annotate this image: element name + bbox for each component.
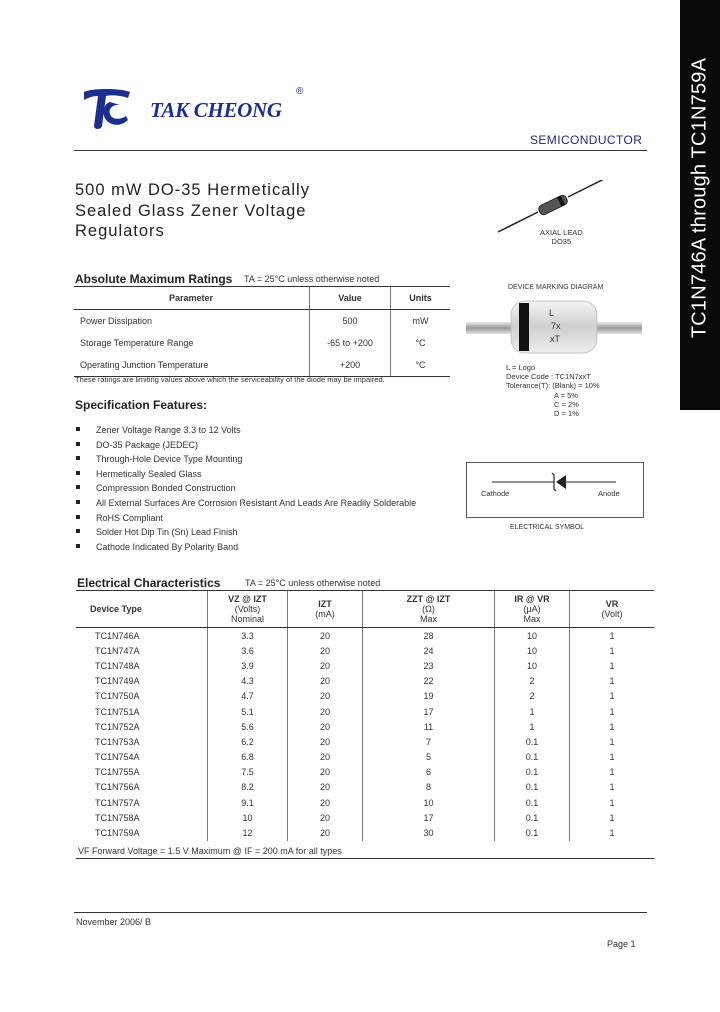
izt-cell: 20: [288, 810, 363, 825]
device-cell: TC1N751A: [95, 706, 140, 717]
brand-name: TAK CHEONG: [150, 98, 282, 122]
col-ir-symbol: IR @ VR: [514, 594, 550, 604]
table-row: [76, 689, 654, 704]
vz-cell: 9.1: [208, 795, 288, 810]
col-header-vr: [570, 591, 655, 628]
side-tab-label: TC1N746A through TC1N759A: [688, 57, 711, 339]
zzt-cell: 24: [363, 643, 495, 658]
zzt-cell: 11: [363, 719, 495, 734]
izt-cell: 20: [288, 674, 363, 689]
col-ir-sub: Max: [523, 614, 541, 624]
device-cell: TC1N755A: [95, 767, 140, 778]
vr-cell: 1: [570, 658, 655, 673]
col-header-vz: [208, 591, 288, 628]
param-cell: Power Dissipation: [80, 316, 153, 326]
ir-cell: 10: [495, 628, 570, 644]
list-item: [76, 424, 416, 439]
table-row: [76, 719, 654, 734]
vz-cell: 3.9: [208, 658, 288, 673]
bullet-icon: [76, 485, 80, 489]
table-row: [76, 765, 654, 780]
vr-cell: 1: [570, 643, 655, 658]
page-number: Page 1: [607, 939, 636, 949]
izt-cell: 20: [288, 628, 363, 644]
vz-cell: 8.2: [208, 780, 288, 795]
feature-text: Cathode Indicated By Polarity Band: [96, 541, 239, 552]
bullet-icon: [76, 471, 80, 475]
value-cell: -65 to +200: [310, 332, 391, 354]
device-cell: TC1N757A: [95, 797, 140, 808]
device-cell: TC1N753A: [95, 736, 140, 747]
vr-cell: 1: [570, 704, 655, 719]
units-cell: °C: [391, 354, 451, 377]
ir-cell: 0.1: [495, 795, 570, 810]
marking-label-code: 7x: [551, 321, 561, 331]
elec-heading: Electrical Characteristics: [77, 576, 221, 590]
value-cell: +200: [310, 354, 391, 377]
vr-cell: 1: [570, 780, 655, 795]
table-row: [76, 674, 654, 689]
tak-cheong-logo-icon: [80, 86, 132, 130]
list-item: [76, 512, 416, 527]
vr-cell: 1: [570, 795, 655, 810]
col-vr-unit: (Volt): [601, 609, 623, 619]
table-header-row: [74, 287, 450, 310]
col-header-device: Device Type: [76, 591, 208, 628]
vz-cell: 3.3: [208, 628, 288, 644]
table-row: [76, 643, 654, 658]
ir-cell: 10: [495, 643, 570, 658]
ir-cell: 2: [495, 689, 570, 704]
legend-line: L = Logo: [506, 363, 536, 372]
ir-cell: 0.1: [495, 810, 570, 825]
spec-heading: Specification Features:: [75, 398, 208, 412]
marking-diagram-caption: DEVICE MARKING DIAGRAM: [508, 284, 604, 291]
list-item: [76, 453, 416, 468]
col-header-izt: [288, 591, 363, 628]
col-vz-sub: Nominal: [230, 614, 264, 624]
title-line-3: Regulators: [75, 222, 165, 240]
vz-cell: 7.5: [208, 765, 288, 780]
vz-cell: 4.7: [208, 689, 288, 704]
col-header-zzt: [363, 591, 495, 628]
list-item: [76, 497, 416, 512]
ir-cell: 0.1: [495, 750, 570, 765]
device-cell: TC1N749A: [95, 676, 140, 687]
ir-cell: 0.1: [495, 825, 570, 840]
col-zzt-sub: Max: [419, 614, 437, 624]
zzt-cell: 8: [363, 780, 495, 795]
feature-text: All External Surfaces Are Corrosion Resistant And Leads Are Readily Solderable: [96, 497, 417, 508]
device-cell: TC1N752A: [95, 721, 140, 732]
bullet-icon: [76, 427, 80, 431]
ir-cell: 0.1: [495, 765, 570, 780]
table-row: [74, 332, 450, 354]
table-row: [76, 704, 654, 719]
zzt-cell: 17: [363, 810, 495, 825]
izt-cell: 20: [288, 689, 363, 704]
package-caption-line-2: DO35: [551, 237, 572, 246]
table-row: [76, 734, 654, 749]
feature-text: Zener Voltage Range 3.3 to 12 Volts: [96, 425, 241, 435]
vz-cell: 3.6: [208, 643, 288, 658]
bullet-icon: [76, 515, 80, 519]
legend-line: C = 2%: [554, 399, 579, 409]
device-cell: TC1N750A: [95, 691, 140, 702]
col-header-parameter: Parameter: [74, 287, 310, 310]
elec-condition: TA = 25°C unless otherwise noted: [245, 578, 381, 588]
vr-cell: 1: [570, 734, 655, 749]
title-line-2: Sealed Glass Zener Voltage: [75, 201, 307, 220]
zzt-cell: 6: [363, 765, 495, 780]
spec-feature-list: [76, 424, 416, 555]
units-cell: °C: [391, 332, 451, 354]
title-line-1: 500 mW DO-35 Hermetically: [75, 181, 310, 199]
col-zzt-unit: (Ω): [422, 604, 435, 614]
vr-cell: 1: [570, 674, 655, 689]
izt-cell: 20: [288, 704, 363, 719]
table-row: [74, 310, 450, 333]
feature-text: Through-Hole Device Type Mounting: [96, 454, 243, 465]
izt-cell: 20: [288, 825, 363, 840]
izt-cell: 20: [288, 765, 363, 780]
abs-max-table: [74, 286, 450, 377]
table-header-row: [76, 591, 654, 628]
zzt-cell: 28: [363, 628, 495, 644]
device-cell: TC1N754A: [95, 752, 140, 763]
vr-cell: 1: [570, 750, 655, 765]
device-cell: TC1N758A: [95, 812, 140, 823]
col-zzt-symbol: ZZT @ IZT: [406, 594, 451, 604]
revision-date: November 2006/ B: [76, 917, 152, 927]
legend-line: Tolerance(T): (Blank) = 10%: [506, 381, 600, 391]
bullet-icon: [76, 544, 80, 548]
col-izt-symbol: IZT: [318, 599, 332, 609]
header-divider: [74, 150, 647, 151]
footer-divider: [74, 912, 647, 913]
vr-cell: 1: [570, 628, 655, 644]
marking-legend: [506, 363, 600, 418]
table-row: [74, 354, 450, 377]
col-vz-unit: (Volts): [234, 604, 261, 614]
abs-max-condition: TA = 25°C unless otherwise noted: [244, 274, 380, 284]
col-ir-unit: (μA): [523, 604, 541, 614]
izt-cell: 20: [288, 643, 363, 658]
abs-max-note: These ratings are limiting values above which the serviceability of the diode may be impaired.: [75, 375, 385, 384]
ir-cell: 1: [495, 704, 570, 719]
cathode-label: Cathode: [481, 489, 510, 498]
bullet-icon: [76, 500, 80, 504]
col-header-value: Value: [310, 287, 391, 310]
vz-cell: 10: [208, 810, 288, 825]
vz-cell: 6.2: [208, 734, 288, 749]
bullet-icon: [76, 442, 80, 446]
bullet-icon: [76, 456, 80, 460]
list-item: [76, 439, 416, 454]
document-title: [75, 180, 310, 242]
table-row: [76, 825, 654, 840]
table-row: [76, 810, 654, 825]
izt-cell: 20: [288, 750, 363, 765]
ir-cell: 2: [495, 674, 570, 689]
feature-text: DO-35 Package (JEDEC): [96, 439, 199, 450]
feature-text: Compression Bonded Construction: [96, 483, 236, 494]
zzt-cell: 5: [363, 750, 495, 765]
table-row: [76, 780, 654, 795]
list-item: [76, 468, 416, 483]
ir-cell: 0.1: [495, 780, 570, 795]
izt-cell: 20: [288, 658, 363, 673]
electrical-symbol-caption: ELECTRICAL SYMBOL: [510, 524, 585, 531]
legend-line: A = 5%: [554, 390, 578, 400]
zzt-cell: 7: [363, 734, 495, 749]
abs-max-heading: Absolute Maximum Ratings: [75, 272, 233, 286]
table-row: [76, 628, 654, 644]
izt-cell: 20: [288, 734, 363, 749]
division-label: SEMICONDUCTOR: [530, 133, 643, 147]
feature-text: Hermetically Sealed Glass: [96, 468, 202, 479]
vr-cell: 1: [570, 825, 655, 840]
elec-table-body: [76, 628, 654, 841]
param-cell: Storage Temperature Range: [80, 338, 194, 348]
device-cell: TC1N759A: [95, 828, 140, 839]
device-cell: TC1N747A: [95, 645, 140, 656]
list-item: [76, 526, 416, 541]
vz-cell: 5.6: [208, 719, 288, 734]
vz-cell: 4.3: [208, 674, 288, 689]
bullet-icon: [76, 529, 80, 533]
col-vz-symbol: VZ @ IZT: [228, 594, 267, 604]
marking-label-logo: L: [549, 308, 555, 318]
table-row: [76, 658, 654, 673]
col-izt-unit: (mA): [315, 609, 335, 619]
zzt-cell: 30: [363, 825, 495, 840]
zzt-cell: 17: [363, 704, 495, 719]
package-caption: [540, 228, 583, 246]
zzt-cell: 22: [363, 674, 495, 689]
elec-table: [76, 590, 654, 841]
ir-cell: 1: [495, 719, 570, 734]
ir-cell: 10: [495, 658, 570, 673]
izt-cell: 20: [288, 795, 363, 810]
feature-text: Solder Hot Dip Tin (Sn) Lead Finish: [96, 527, 238, 538]
package-caption-line-1: AXIAL LEAD: [540, 228, 583, 237]
zzt-cell: 19: [363, 689, 495, 704]
vz-cell: 12: [208, 825, 288, 840]
izt-cell: 20: [288, 719, 363, 734]
vz-cell: 5.1: [208, 704, 288, 719]
anode-label: Anode: [598, 489, 620, 498]
legend-line: Device Code : TC1N7xxT: [506, 372, 591, 382]
zzt-cell: 10: [363, 795, 495, 810]
table-row: [76, 750, 654, 765]
vr-cell: 1: [570, 765, 655, 780]
izt-cell: 20: [288, 780, 363, 795]
vr-cell: 1: [570, 719, 655, 734]
col-header-units: Units: [391, 287, 451, 310]
list-item: [76, 541, 416, 556]
registered-mark: ®: [296, 86, 304, 97]
vr-cell: 1: [570, 810, 655, 825]
zzt-cell: 23: [363, 658, 495, 673]
param-cell: Operating Junction Temperature: [74, 354, 310, 377]
device-cell: TC1N756A: [95, 782, 140, 793]
device-cell: TC1N748A: [95, 660, 140, 671]
ir-cell: 0.1: [495, 734, 570, 749]
forward-voltage-note: VF Forward Voltage = 1.5 V Maximum @ IF = 200 mA for all types: [78, 846, 342, 856]
value-cell: 500: [310, 310, 391, 333]
vr-cell: 1: [570, 689, 655, 704]
legend-line: D = 1%: [554, 409, 579, 419]
list-item: [76, 482, 416, 497]
marking-label-tolerance: xT: [550, 334, 560, 344]
device-cell: TC1N746A: [95, 630, 140, 641]
units-cell: mW: [391, 310, 451, 333]
col-header-ir: [495, 591, 570, 628]
table-bottom-rule: [76, 858, 654, 859]
feature-text: RoHS Compliant: [96, 512, 164, 523]
col-vr-symbol: VR: [605, 599, 619, 609]
table-row: [76, 795, 654, 810]
vz-cell: 6.8: [208, 750, 288, 765]
side-tab: [680, 0, 720, 410]
